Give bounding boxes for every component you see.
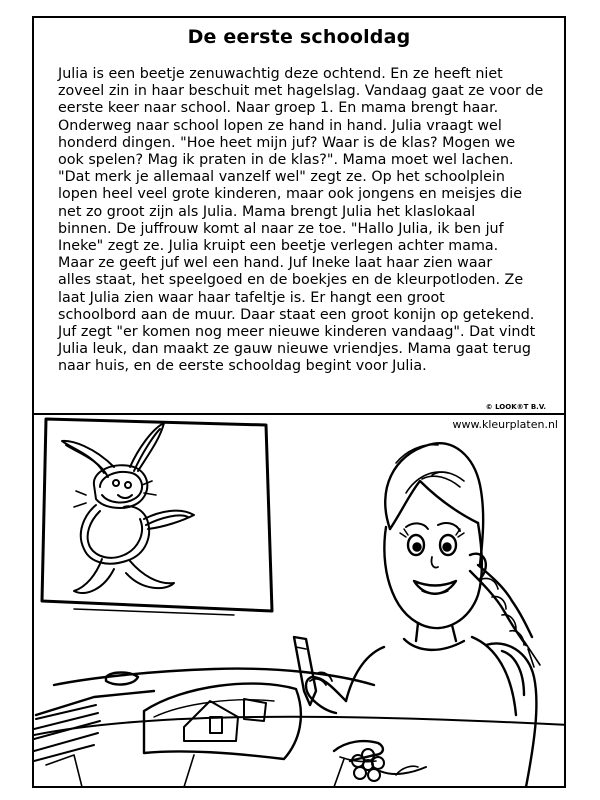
- girl-hand-icon: [334, 741, 383, 762]
- girl-icon: [306, 443, 540, 787]
- rabbit-drawing-icon: [62, 423, 194, 593]
- story-text: Julia is een beetje zenuwachtig deze ochtend. En ze heeft niet zoveel zin in haar beschuit met hagelslag. Vandaag gaat ze voor de eerste keer naar school. Naar groep 1. En mama brengt haar. Onderweg naar school lopen ze hand in hand. Julia vraagt wel honderd dingen. "Hoe heet mijn juf? Waar is de klas? Mogen we ook spelen? Mag ik praten in de klas?". Mama moet wel lachen. "Dat merk je allemaal vanzelf wel" zegt ze. Op het schoolplein lopen heel veel grote kinderen, maar ook jongens en meisjes die net zo groot zijn als Julia. Mama brengt Julia het klaslokaal binnen. De juffrouw komt al naar ze toe. "Hallo Julia, ik ben juf Ineke" zegt ze. Julia kruipt een beetje verlegen achter mama. Maar ze geeft juf wel een hand. Juf Ineke laat haar zien waar alles staat, het speelgoed en de boekjes en de kleurpotloden. Ze laat Julia zien waar haar tafeltje is. Er hangt een groot schoolbord aan de muur. Daar staat een groot konijn op getekend. Juf zegt "er komen nog meer nieuwe kinderen vandaag". Dat vindt Julia leuk, dan maakt ze gauw nieuwe vriendjes. Mama gaat terug naar huis, en de eerste schooldag begint voor Julia.: [58, 66, 544, 375]
- website-link[interactable]: www.kleurplaten.nl: [452, 418, 558, 431]
- house-drawing-icon: [184, 699, 266, 741]
- copyright-notice: © LOOK®T B.V.: [485, 403, 546, 411]
- flower-icon: [352, 749, 426, 781]
- coloring-page-frame: [32, 16, 566, 788]
- page-title: De eerste schooldag: [187, 26, 411, 48]
- desk-slats-icon: [34, 705, 100, 787]
- coloring-illustration: [34, 415, 566, 788]
